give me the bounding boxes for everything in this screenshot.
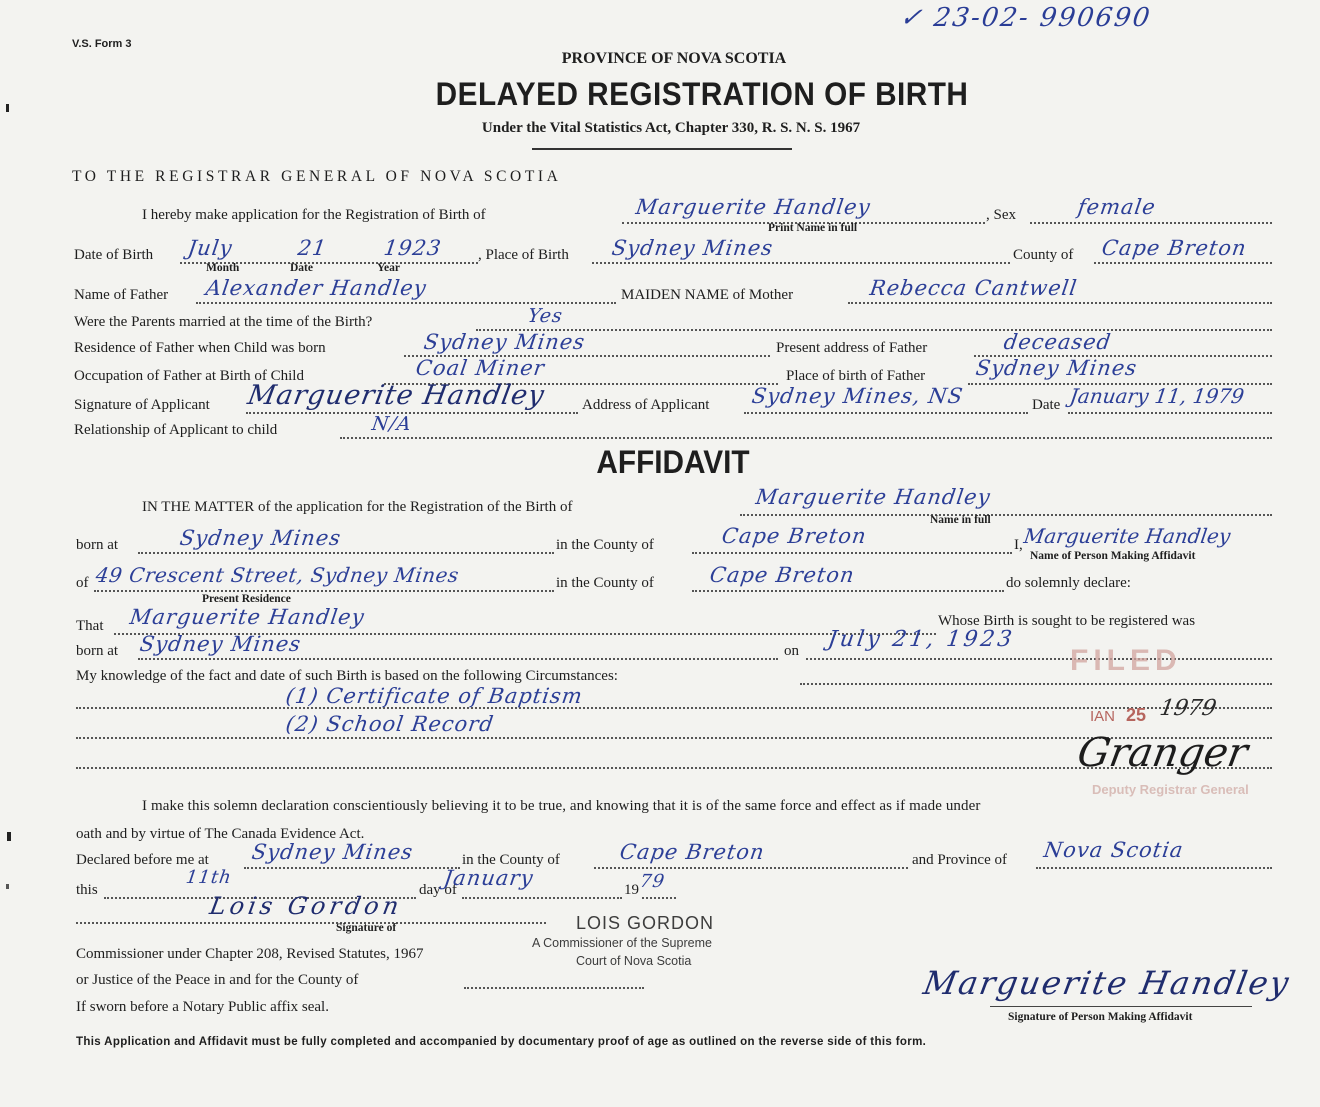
applicant-address-label: Address of Applicant [582, 397, 710, 413]
father-value: Alexander Handley [204, 276, 429, 300]
margin-mark-3 [6, 884, 9, 889]
caption-month: Month [206, 262, 240, 274]
solemn-line-2: oath and by virtue of The Canada Evidence Act. [76, 826, 365, 842]
sex-line [1030, 222, 1272, 224]
stamp-commissioner-name: LOIS GORDON [576, 913, 715, 933]
born-at-line [138, 552, 554, 554]
sex-value: female [1076, 195, 1158, 219]
born-at2-label: born at [76, 643, 119, 659]
dob-year: 1923 [382, 236, 444, 260]
relationship-value: N/A [370, 413, 414, 435]
stamp-filed: FILED [1070, 644, 1182, 677]
affiant-signature-caption: Signature of Person Making Affidavit [1008, 1011, 1193, 1023]
justice-line: or Justice of the Peace in and for the County of [76, 972, 359, 988]
form-subtitle: Under the Vital Statistics Act, Chapter 330, R. S. N. S. 1967 [481, 120, 861, 136]
matter-caption: Name in full [930, 514, 991, 526]
registrar-signature: Granger [1073, 730, 1252, 776]
married-value: Yes [526, 305, 565, 327]
notary-line: If sworn before a Notary Public affix seal. [76, 999, 329, 1015]
this-label: this [76, 882, 98, 898]
born-at2-line [138, 658, 778, 660]
circumstance-2: (2) School Record [284, 712, 496, 736]
applicant-address-line [744, 412, 1028, 414]
margin-mark-2 [7, 832, 11, 841]
year-prefix: 19 [624, 882, 639, 898]
county-line [692, 552, 1012, 554]
born-at-value: Sydney Mines [178, 526, 343, 550]
mother-label: MAIDEN NAME of Mother [621, 287, 794, 303]
reference-number: ✓ 23-02- 990690 [897, 3, 1154, 33]
solemn-line-1: I make this solemn declaration conscientiously believing it to be true, and knowing that it is of the same force and effect as if made under [142, 798, 981, 814]
year-line [642, 897, 676, 899]
form-title: DELAYED REGISTRATION OF BIRTH [435, 76, 969, 112]
dob-day: 21 [296, 236, 329, 260]
county-value: Cape Breton [720, 524, 869, 548]
footer-note: This Application and Affidavit must be fully completed and accompanied by documentary proof of age as outlined on the reverse side of this form. [76, 1036, 927, 1048]
affiant-value: Marguerite Handley [1022, 524, 1232, 548]
father-birthplace-value: Sydney Mines [974, 356, 1139, 380]
declared-line [244, 867, 460, 869]
affiant-signature: Marguerite Handley [920, 964, 1294, 1002]
province-line [1036, 867, 1272, 869]
knowledge-label: My knowledge of the fact and date of such Birth is based on the following Circumstances: [76, 668, 618, 684]
circumstance-1: (1) Certificate of Baptism [284, 684, 585, 708]
commissioner-signature-line [76, 922, 546, 924]
date-label: Date [1032, 397, 1061, 413]
header-rule [532, 148, 792, 150]
married-label: Were the Parents married at the time of the Birth? [74, 314, 373, 330]
stamp-filed-year: 1979 [1157, 696, 1219, 721]
applicant-address-value: Sydney Mines, NS [750, 384, 965, 408]
on-label: on [784, 643, 799, 659]
sex-label: , Sex [986, 207, 1016, 223]
stamp-filed-day: 25 [1126, 705, 1147, 725]
day-of-label: day of [419, 882, 457, 898]
county-line [1094, 262, 1272, 264]
addressee: TO THE REGISTRAR GENERAL OF NOVA SCOTIA [72, 168, 562, 185]
province-value: Nova Scotia [1042, 838, 1186, 862]
signature-of-caption: Signature of [336, 922, 397, 934]
i-label: I, [1014, 537, 1023, 553]
declare-label: do solemnly declare: [1006, 575, 1131, 591]
relationship-line [340, 437, 1272, 439]
place-label: , Place of Birth [478, 247, 569, 263]
place-line [592, 262, 1010, 264]
born-at-label: born at [76, 537, 119, 553]
residence-label: Residence of Father when Child was born [74, 340, 326, 356]
residence-caption: Present Residence [202, 593, 291, 605]
month-line [462, 897, 622, 899]
occupation-value: Coal Miner [414, 356, 547, 380]
caption-date: Date [290, 262, 313, 274]
year-value: 79 [638, 871, 667, 892]
on-line [806, 658, 1272, 660]
present-address-value: deceased [1002, 330, 1113, 354]
place-value: Sydney Mines [610, 236, 775, 260]
mother-line [848, 302, 1272, 304]
matter-value: Marguerite Handley [754, 485, 993, 509]
that-label: That [76, 618, 104, 634]
county-label: County of [1013, 247, 1074, 263]
intro-label: I hereby make application for the Registration of Birth of [142, 207, 486, 223]
knowledge-line [800, 683, 1272, 685]
declared-county-value: Cape Breton [618, 840, 767, 864]
matter-line [740, 514, 1272, 516]
affidavit-heading: AFFIDAVIT [596, 444, 750, 480]
name-caption: Print Name in full [768, 222, 858, 234]
month-value: January [442, 866, 536, 890]
stamp-commissioner-title-1: A Commissioner of the Supreme [532, 936, 712, 950]
county2-value: Cape Breton [708, 563, 857, 587]
dob-label: Date of Birth [74, 247, 154, 263]
caption-year: Year [377, 262, 400, 274]
commissioner-line: Commissioner under Chapter 208, Revised Statutes, 1967 [76, 946, 424, 962]
province-label: and Province of [912, 852, 1007, 868]
declared-value: Sydney Mines [250, 840, 415, 864]
signature-label: Signature of Applicant [74, 397, 210, 413]
that-value: Marguerite Handley [128, 605, 367, 629]
married-line [476, 329, 1272, 331]
on-value: July 21, 1923 [826, 627, 1017, 652]
occupation-label: Occupation of Father at Birth of Child [74, 368, 304, 384]
date-value: January 11, 1979 [1068, 384, 1246, 408]
declared-label: Declared before me at [76, 852, 209, 868]
declared-county-label: in the County of [462, 852, 560, 868]
province-heading: PROVINCE OF NOVA SCOTIA [561, 50, 787, 67]
residence-value: 49 Crescent Street, Sydney Mines [94, 563, 461, 587]
justice-county-line [464, 987, 644, 989]
applicant-signature: Marguerite Handley [245, 380, 548, 411]
father-birthplace-label: Place of birth of Father [786, 368, 926, 384]
declared-county-line [594, 867, 908, 869]
registrar-title: Deputy Registrar General [1092, 782, 1249, 797]
margin-mark-1 [6, 104, 9, 112]
whose-birth-label: Whose Birth is sought to be registered was [938, 613, 1196, 629]
stamp-commissioner-title-2: Court of Nova Scotia [576, 954, 692, 968]
of-label: of [76, 575, 89, 591]
county2-label: in the County of [556, 575, 654, 591]
this-value: 11th [184, 867, 234, 888]
county-label: in the County of [556, 537, 654, 553]
relationship-label: Relationship of Applicant to child [74, 422, 278, 438]
dob-month: July [186, 236, 235, 260]
affiant-caption: Name of Person Making Affidavit [1030, 550, 1196, 562]
matter-label: IN THE MATTER of the application for the Registration of the Birth of [142, 499, 573, 515]
commissioner-signature: Lois Gordon [207, 892, 405, 920]
form-code: V.S. Form 3 [72, 38, 132, 50]
present-address-label: Present address of Father [776, 340, 928, 356]
county-value: Cape Breton [1100, 236, 1249, 260]
born-at2-value: Sydney Mines [138, 632, 303, 656]
residence-line [94, 590, 554, 592]
mother-value: Rebecca Cantwell [868, 276, 1079, 300]
residence-value: Sydney Mines [422, 330, 587, 354]
date-line [1068, 412, 1272, 414]
affiant-signature-line [990, 1006, 1252, 1007]
county2-line [692, 590, 1004, 592]
stamp-filed-month: IAN [1090, 708, 1116, 725]
father-label: Name of Father [74, 287, 169, 303]
name-value: Marguerite Handley [634, 195, 873, 219]
